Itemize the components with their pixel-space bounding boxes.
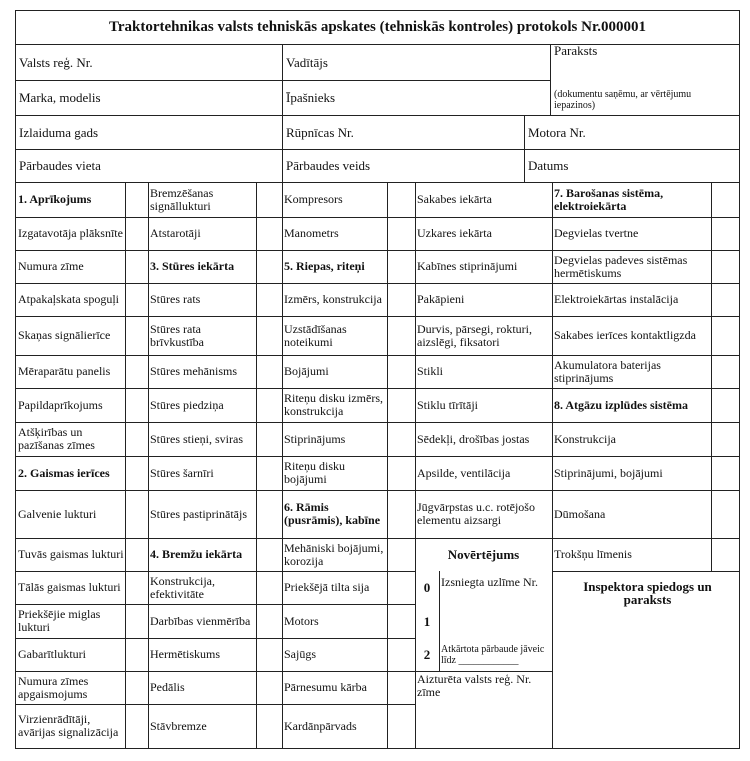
row-c2-11: Konstrukcija, efektivitāte	[150, 573, 215, 601]
grid-line	[552, 571, 739, 572]
row-c4-4: Durvis, pārsegi, rokturi, aizslēgi, fiksatori	[417, 321, 532, 349]
signature-note: (dokumentu saņēmu, ar vērtējumu iepazinos)	[554, 89, 692, 111]
row-c2-10: 4. Bremžu iekārta	[150, 547, 243, 561]
owner-label: Īpašnieks	[286, 90, 336, 105]
row-c1-12: Priekšējie miglas lukturi	[18, 607, 101, 634]
row-c5-3: Elektroiekārtas instalācija	[554, 292, 679, 306]
row-c1-11: Tālās gaismas lukturi	[18, 580, 121, 594]
signature-label: Paraksts	[554, 43, 598, 58]
grid-line	[739, 10, 740, 748]
row-c3-5: Bojājumi	[284, 364, 329, 378]
row-c3-10: Mehāniski bojājumi, korozija	[284, 540, 384, 568]
row-c1-9: Galvenie lukturi	[18, 506, 97, 521]
grid-line	[524, 115, 525, 182]
row-c4-2: Kabīnes stiprinājumi	[417, 259, 518, 273]
date-label: Datums	[528, 158, 569, 173]
row-c2-0: Bremzēšanas signāllukturi	[150, 185, 214, 213]
protocol-form	[15, 10, 740, 748]
reg-nr-label: Valsts reģ. Nr.	[19, 54, 93, 70]
grid-line	[282, 182, 283, 748]
grid-line	[15, 748, 740, 749]
row-c4-9: Jūgvārpstas u.c. rotējošo elementu aizsargi	[417, 500, 535, 527]
row-c3-8: Riteņu disku bojājumi	[284, 459, 346, 486]
row-c1-1: Izgatavotāja plāksnīte	[18, 226, 123, 240]
row-c1-7: Atšķirības un pazīšanas zīmes	[18, 425, 95, 452]
row-c4-7: Sēdekļi, drošības jostas	[417, 431, 530, 446]
row-c2-9: Stūres pastiprinātājs	[150, 506, 247, 521]
row-c3-0: Kompresors	[284, 192, 343, 206]
row-c5-9: Dūmošana	[554, 506, 606, 521]
row-c2-5: Stūres mehānisms	[150, 364, 237, 378]
grid-line	[125, 182, 126, 748]
row-c4-0: Sakabes iekārta	[417, 192, 492, 206]
row-c5-0: 7. Barošanas sistēma, elektroiekārta	[554, 185, 664, 213]
row-c1-6: Papildaprīkojums	[18, 397, 103, 412]
eval-2-text: Atkārtota pārbaude jāveic līdz ____________	[441, 643, 545, 666]
form-title: Traktortehnikas valsts tehniskās apskates (tehniskās kontroles) protokols Nr.000001	[108, 18, 647, 35]
inspector-stamp: Inspektora spiedogs un paraksts	[583, 579, 712, 607]
place-label: Pārbaudes vieta	[19, 158, 101, 173]
grid-line	[439, 571, 440, 671]
row-c5-8: Stiprinājumi, bojājumi	[554, 465, 663, 480]
row-c5-5: Akumulatora baterijas stiprinājums	[554, 357, 661, 385]
eval-0-number: 0	[423, 580, 431, 595]
row-c5-7: Konstrukcija	[554, 431, 616, 446]
row-c2-13: Hermētiskums	[150, 647, 220, 661]
row-c2-3: Stūres rats	[150, 292, 201, 306]
row-c5-4: Sakabes ierīces kontaktligzda	[554, 328, 696, 342]
row-c5-6: 8. Atgāzu izplūdes sistēma	[554, 397, 689, 412]
row-c3-12: Motors	[284, 613, 319, 628]
grid-line	[711, 182, 712, 571]
grid-line	[148, 182, 149, 748]
grid-line	[256, 182, 257, 748]
row-c1-0: 1. Aprīkojums	[18, 192, 92, 206]
grid-line	[282, 44, 283, 182]
row-c1-8: 2. Gaismas ierīces	[18, 465, 110, 480]
grid-line	[552, 182, 553, 748]
eval-1-number: 1	[423, 613, 431, 629]
eval-0-text: Izsniegta uzlīme Nr.	[441, 575, 538, 589]
row-c3-2: 5. Riepas, riteņi	[284, 259, 365, 273]
factory-nr-label: Rūpnīcas Nr.	[286, 124, 354, 140]
row-c2-2: 3. Stūres iekārta	[150, 259, 235, 273]
row-c4-5: Stikli	[417, 364, 444, 378]
row-c2-1: Atstarotāji	[150, 226, 201, 240]
row-c3-13: Sajūgs	[284, 647, 317, 661]
row-c3-11: Priekšējā tilta sija	[284, 580, 370, 594]
driver-label: Vadītājs	[286, 54, 328, 70]
evaluation-heading: Novērtējums	[447, 547, 520, 562]
row-c2-4: Stūres rata brīvkustība	[150, 321, 204, 349]
row-c3-14: Pārnesumu kārba	[284, 680, 367, 694]
engine-nr-label: Motora Nr.	[528, 124, 586, 140]
row-c1-13: Gabarītlukturi	[18, 647, 86, 661]
row-c1-15: Virzienrādītāji, avārijas signalizācija	[18, 712, 119, 739]
make-model-label: Marka, modelis	[19, 90, 101, 105]
row-c4-1: Uzkares iekārta	[417, 226, 492, 240]
grid-line	[15, 10, 740, 11]
row-c1-4: Skaņas signālierīce	[18, 328, 111, 342]
row-c3-9: 6. Rāmis (pusrāmis), kabīne	[284, 500, 381, 527]
eval-removed: Aizturēta valsts reģ. Nr. zīme	[417, 672, 532, 699]
row-c3-7: Stiprinājums	[284, 431, 346, 446]
row-c3-15: Kardānpārvads	[284, 718, 357, 733]
row-c2-12: Darbības vienmērība	[150, 613, 251, 628]
row-c2-15: Stāvbremze	[150, 718, 207, 733]
row-c1-2: Numura zīme	[18, 259, 84, 273]
row-c2-8: Stūres šarnīri	[150, 465, 214, 480]
row-c1-10: Tuvās gaismas lukturi	[18, 547, 124, 561]
row-c3-4: Uzstādīšanas noteikumi	[284, 321, 347, 349]
year-label: Izlaiduma gads	[19, 124, 99, 140]
type-label: Pārbaudes veids	[286, 158, 371, 173]
row-c3-3: Izmērs, konstrukcija	[284, 292, 382, 306]
row-c4-3: Pakāpieni	[417, 292, 465, 306]
row-c3-6: Riteņu disku izmērs, konstrukcija	[284, 391, 383, 418]
row-c1-5: Mēraparātu panelis	[18, 364, 111, 378]
row-c1-14: Numura zīmes apgaismojums	[18, 673, 89, 701]
row-c1-3: Atpakaļskata spoguļi	[18, 292, 119, 306]
row-c4-6: Stiklu tīrītāji	[417, 397, 479, 412]
row-c3-1: Manometrs	[284, 226, 339, 240]
eval-2-number: 2	[423, 647, 431, 662]
row-c5-1: Degvielas tvertne	[554, 226, 639, 240]
row-c2-7: Stūres stieņi, sviras	[150, 431, 243, 446]
grid-line	[387, 182, 388, 748]
row-c4-8: Apsilde, ventilācija	[417, 465, 511, 480]
row-c2-6: Stūres piedziņa	[150, 397, 224, 412]
row-c2-14: Pedālis	[150, 680, 185, 694]
row-c5-10: Trokšņu līmenis	[554, 547, 632, 561]
row-c5-2: Degvielas padeves sistēmas hermētiskums	[554, 252, 688, 280]
grid-line	[550, 44, 551, 115]
